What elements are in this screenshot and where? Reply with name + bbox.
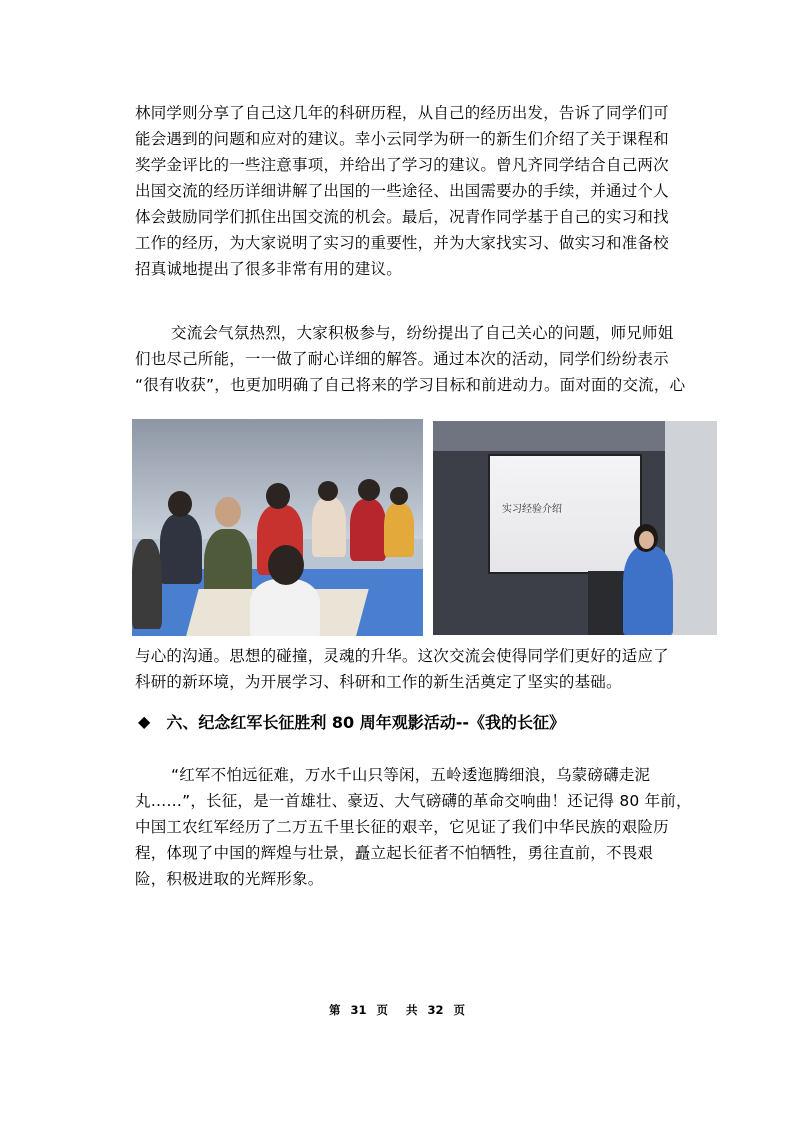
section-heading — [138, 710, 565, 733]
footer-label: 页 — [453, 1003, 466, 1017]
text-line: 科研的新环境，为开展学习、科研和工作的新生活奠定了坚实的基础。 — [135, 673, 622, 691]
text-line: 丸……”，长征，是一首雄壮、豪迈、大气磅礴的革命交响曲！还记得 80 年前， — [135, 792, 692, 810]
text-line: “红军不怕远征难，万水千山只等闲，五岭逶迤腾细浪，乌蒙磅礴走泥 — [171, 766, 651, 784]
footer-label: 共 — [406, 1003, 418, 1017]
paragraph-conclusion — [135, 643, 695, 695]
text-line: 林同学则分享了自己这几年的科研历程，从自己的经历出发，告诉了同学们可 — [135, 104, 669, 122]
paragraph-speakers — [135, 100, 695, 282]
text-line: 招真诚地提出了很多非常有用的建议。 — [135, 260, 402, 278]
presentation-photo — [433, 421, 717, 635]
text-line: 与心的沟通。思想的碰撞，灵魂的升华。这次交流会使得同学们更好的适应了 — [135, 647, 669, 665]
page-footer — [0, 1002, 794, 1018]
projector-screen — [488, 454, 642, 574]
text-line: 们也尽己所能，一一做了耐心详细的解答。通过本次的活动，同学们纷纷表示 — [135, 350, 669, 368]
meeting-photo — [132, 419, 423, 636]
paragraph-long-march — [135, 762, 695, 892]
footer-label: 第 — [328, 1003, 341, 1017]
text-line: “很有收获”，也更加明确了自己将来的学习目标和前进动力。面对面的交流，心 — [135, 376, 686, 394]
page-number: 31 — [350, 1003, 367, 1017]
text-line: 中国工农红军经历了二万五千里长征的艰辛，它见证了我们中华民族的艰险历 — [135, 818, 669, 836]
total-pages: 32 — [427, 1003, 444, 1017]
text-line: 体会鼓励同学们抓住出国交流的机会。最后，况青作同学基于自己的实习和找 — [135, 208, 669, 226]
text-line: 能会遇到的问题和应对的建议。幸小云同学为研一的新生们介绍了关于课程和 — [135, 130, 669, 148]
text-line: 工作的经历，为大家说明了实习的重要性，并为大家找实习、做实习和准备校 — [135, 234, 669, 252]
text-line: 交流会气氛热烈，大家积极参与，纷纷提出了自己关心的问题，师兄师姐 — [171, 324, 674, 342]
section-title: 六、纪念红军长征胜利 80 周年观影活动--《我的长征》 — [166, 713, 566, 732]
diamond-bullet-icon: ◆ — [138, 712, 151, 731]
text-line: 出国交流的经历详细讲解了出国的一些途径、出国需要办的手续，并通过个人 — [135, 182, 669, 200]
paragraph-atmosphere — [135, 320, 695, 398]
screen-title: 实习经验介绍 — [502, 504, 562, 515]
text-line: 险，积极进取的光辉形象。 — [135, 870, 324, 888]
text-line: 程，体现了中国的辉煌与壮景，矗立起长征者不怕牺牲，勇往直前，不畏艰 — [135, 844, 654, 862]
text-line: 奖学金评比的一些注意事项，并给出了学习的建议。曾凡齐同学结合自己两次 — [135, 156, 669, 174]
footer-label: 页 — [376, 1003, 388, 1017]
